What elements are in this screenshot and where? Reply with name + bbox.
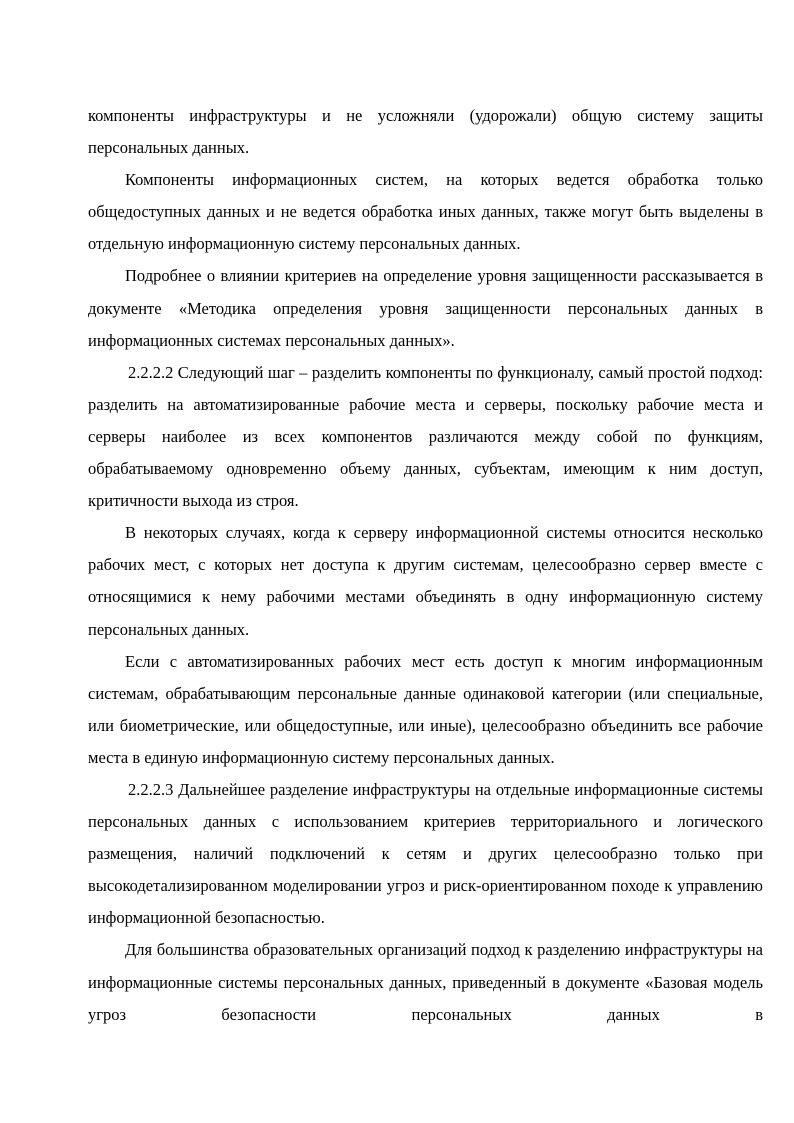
paragraph-continuation: компоненты инфраструктуры и не усложняли (удорожали) общую систему защиты персональных данных. bbox=[88, 106, 763, 158]
paragraph-server-grouping: В некоторых случаях, когда к серверу информационной системы относится несколько рабочих мест, с которых нет доступа к другим системам, целесообразно сервер вместе с относящимися к нему рабочими местами объединять в одну информационную систему персональных данных. bbox=[88, 523, 763, 639]
paragraph-educational-organizations: Для большинства образовательных организаций подход к разделению инфраструктуры на информационные системы персональных данных, приведенный в документе «Базовая модель угроз безопасности персональных данных в bbox=[88, 940, 763, 1024]
paragraph-workstation-access: Если с автоматизированных рабочих мест есть доступ к многим информационным системам, обрабатывающим персональные данные одинаковой категории (или специальные, или биометрические, или общедоступные, или иные), целесообразно объединить все рабочие места в единую информационную систему персональных данных. bbox=[88, 651, 763, 767]
paragraph-public-data: Компоненты информационных систем, на которых ведется обработка только общедоступных данных и не ведется обработка иных данных, также могут быть выделены в отдельную информационную систему персональных данных. bbox=[88, 170, 763, 254]
paragraph-methodology-reference: Подробнее о влиянии критериев на определение уровня защищенности рассказывается в документе «Методика определения уровня защищенности персональных данных в информационных системах персональных данных». bbox=[88, 266, 763, 350]
paragraph-section-2-2-2-3: 2.2.2.3 Дальнейшее разделение инфраструктуры на отдельные информационные системы персональных данных с использованием критериев территориального и логического размещения, наличий подключений к сетям и других целесообразно только при высокодетализированном моделировании угроз и риск-ориентированном походе к управлению информационной безопасностью. bbox=[88, 779, 763, 928]
paragraph-section-2-2-2-2: 2.2.2.2 Следующий шаг – разделить компоненты по функционалу, самый простой подход: разделить на автоматизированные рабочие места и серверы, поскольку рабочие места и серверы наиболее из всех компонентов различаются между собой по функциям, обрабатываемому одновременно объему данных, субъектам, имеющим к ним доступ, критичности выхода из строя. bbox=[88, 362, 763, 511]
document-page bbox=[88, 100, 763, 1031]
